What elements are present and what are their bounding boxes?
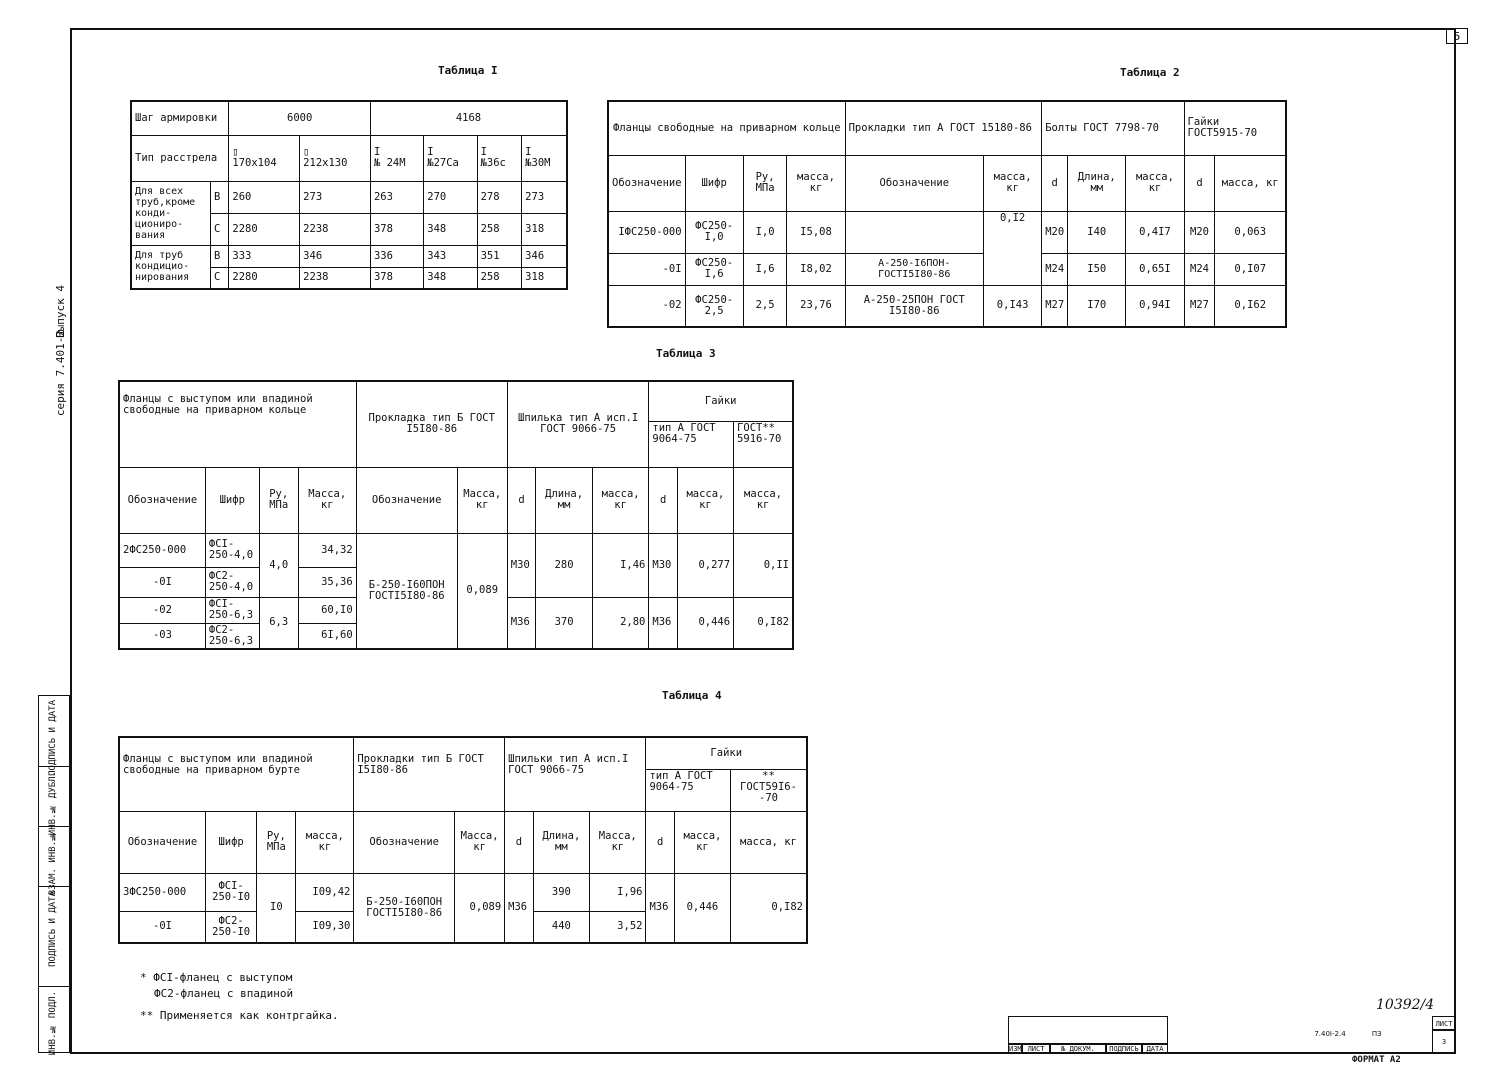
t2-bolts-head: Болты ГОСТ 7798-70 bbox=[1042, 101, 1184, 155]
t4-cell: I,96 bbox=[590, 873, 646, 911]
t1-row-key: C bbox=[211, 213, 229, 245]
t2-cell: М24 bbox=[1042, 253, 1068, 285]
t4-gasket-head: Прокладки тип Б ГОСТ I5I80-86 bbox=[354, 737, 505, 811]
t4-col-head: Шифр bbox=[206, 811, 257, 873]
t2-col-head: масса, кг bbox=[1126, 155, 1184, 211]
t1-row-key: C bbox=[211, 267, 229, 289]
t3-nutB-head: ГОСТ** 5916-70 bbox=[734, 421, 793, 467]
t3-cell: М36 bbox=[507, 597, 536, 649]
t1-cell: 346 bbox=[300, 245, 371, 267]
t3-cell: -02 bbox=[119, 597, 205, 623]
t2-cell: М27 bbox=[1042, 285, 1068, 327]
t2-cell: 0,I43 bbox=[984, 285, 1042, 327]
t2-cell: I50 bbox=[1068, 253, 1126, 285]
t2-cell: ФС250-I,6 bbox=[685, 253, 743, 285]
t4-cell: М36 bbox=[505, 873, 534, 943]
t4-col-head: масса, кг bbox=[296, 811, 354, 873]
t2-col-head: масса, кг bbox=[787, 155, 845, 211]
stamp-col: ПОДПИСЬ bbox=[1106, 1044, 1142, 1054]
t3-stud-head: Шпилька тип А исп.I ГОСТ 9066-75 bbox=[507, 381, 649, 467]
table4-title: Таблица 4 bbox=[662, 689, 722, 702]
t2-col-head: масса, кг bbox=[1215, 155, 1286, 211]
t3-col-head: масса, кг bbox=[592, 467, 649, 533]
t2-cell: М27 bbox=[1184, 285, 1215, 327]
t3-cell: 60,I0 bbox=[298, 597, 356, 623]
t3-cell: М30 bbox=[649, 533, 677, 597]
t4-col-head: d bbox=[505, 811, 534, 873]
t3-col-head: d bbox=[507, 467, 536, 533]
t4-cell: Б-250-I60ПОН ГОСТI5I80-86 bbox=[354, 873, 455, 943]
t3-cell: 6,3 bbox=[259, 597, 298, 649]
t1-row-key: B bbox=[211, 245, 229, 267]
t3-col-head: Масса, кг bbox=[298, 467, 356, 533]
t1-type: ▯ 170x104 bbox=[229, 135, 300, 181]
t1-cell: 278 bbox=[477, 181, 522, 213]
t4-cell: 0,089 bbox=[455, 873, 505, 943]
note: ** Применяется как контргайка. bbox=[140, 1009, 339, 1022]
t1-cell: 270 bbox=[424, 181, 477, 213]
t4-nutA-head: тип А ГОСТ 9064-75 bbox=[646, 769, 731, 811]
t2-cell: -02 bbox=[608, 285, 685, 327]
stamp-col: ЛИСТ bbox=[1022, 1044, 1050, 1054]
t3-col-head: Масса, кг bbox=[457, 467, 507, 533]
t1-step1: 6000 bbox=[229, 101, 371, 135]
t1-type: I №27Са bbox=[424, 135, 477, 181]
table2-title: Таблица 2 bbox=[1120, 66, 1180, 79]
t2-flanges-head: Фланцы свободные на приварном кольце bbox=[608, 101, 845, 155]
t2-col-head: Длина, мм bbox=[1068, 155, 1126, 211]
t3-col-head: d bbox=[649, 467, 677, 533]
t2-col-head: d bbox=[1042, 155, 1068, 211]
t4-col-head: Обозначение bbox=[119, 811, 206, 873]
t4-col-head: d bbox=[646, 811, 674, 873]
t4-cell: I09,30 bbox=[296, 911, 354, 943]
t3-nutA-head: тип А ГОСТ 9064-75 bbox=[649, 421, 734, 467]
t3-cell: 0,089 bbox=[457, 533, 507, 649]
t1-row-key: B bbox=[211, 181, 229, 213]
t2-col-head: Обозначение bbox=[608, 155, 685, 211]
t4-nutB-head: ** ГОСТ59I6- -70 bbox=[730, 769, 807, 811]
table2 bbox=[607, 100, 1287, 328]
stamp-col: № ДОКУМ. bbox=[1050, 1044, 1106, 1054]
t3-col-head: масса, кг bbox=[677, 467, 733, 533]
t3-cell: 34,32 bbox=[298, 533, 356, 567]
t4-cell: 440 bbox=[533, 911, 589, 943]
t2-cell: 0,4I7 bbox=[1126, 211, 1184, 253]
stamp-col: ДАТА bbox=[1142, 1044, 1168, 1054]
t1-cell: 2238 bbox=[300, 213, 371, 245]
t1-cell: 273 bbox=[522, 181, 567, 213]
t3-col-head: Длина, мм bbox=[536, 467, 593, 533]
table1-title: Таблица I bbox=[438, 64, 498, 77]
t1-cell: 318 bbox=[522, 267, 567, 289]
t1-cell: 258 bbox=[477, 267, 522, 289]
t4-col-head: Масса, кг bbox=[590, 811, 646, 873]
footnotes bbox=[140, 970, 339, 1024]
t2-cell: 2,5 bbox=[743, 285, 787, 327]
t4-cell: 3,52 bbox=[590, 911, 646, 943]
sheet-number: 3 bbox=[1432, 1030, 1456, 1054]
t3-nuts-head: Гайки bbox=[649, 381, 793, 421]
t1-type-head: Тип расстрела bbox=[131, 135, 229, 181]
t1-cell: 2238 bbox=[300, 267, 371, 289]
t1-type: I № 24М bbox=[370, 135, 423, 181]
doc-type: ПЗ bbox=[1371, 1030, 1382, 1038]
t3-cell: М30 bbox=[507, 533, 536, 597]
t4-col-head: Обозначение bbox=[354, 811, 455, 873]
t2-cell: А-250-25ПОН ГОСТ I5I80-86 bbox=[845, 285, 983, 327]
t4-col-head: Масса, кг bbox=[455, 811, 505, 873]
t2-col-head: Шифр bbox=[685, 155, 743, 211]
t3-cell: -0I bbox=[119, 567, 205, 597]
t3-cell: ФС2-250-6,3 bbox=[205, 623, 259, 649]
t3-cell: ФС2-250-4,0 bbox=[205, 567, 259, 597]
t1-group-label: Для всех труб,кроме конди-циониро-вания bbox=[131, 181, 211, 245]
t2-col-head: Ру, МПа bbox=[743, 155, 787, 211]
t1-cell: 260 bbox=[229, 181, 300, 213]
t3-cell: 2,80 bbox=[592, 597, 649, 649]
t2-nuts-head: Гайки ГОСТ5915-70 bbox=[1184, 101, 1286, 155]
t1-cell: 378 bbox=[370, 213, 423, 245]
t2-cell: 0,I2 bbox=[984, 211, 1042, 285]
t2-cell: I40 bbox=[1068, 211, 1126, 253]
t2-cell: М20 bbox=[1184, 211, 1215, 253]
t3-col-head: масса, кг bbox=[734, 467, 793, 533]
t3-col-head: Ру, МПа bbox=[259, 467, 298, 533]
t2-cell: ФС250-2,5 bbox=[685, 285, 743, 327]
t2-cell: 0,I07 bbox=[1215, 253, 1286, 285]
t4-cell: -0I bbox=[119, 911, 206, 943]
table3-title: Таблица 3 bbox=[656, 347, 716, 360]
t1-cell: 2280 bbox=[229, 213, 300, 245]
t2-cell: I70 bbox=[1068, 285, 1126, 327]
t1-cell: 258 bbox=[477, 213, 522, 245]
t3-gasket-head: Прокладка тип Б ГОСТ I5I80-86 bbox=[356, 381, 507, 467]
issue-label: Выпуск 4 bbox=[54, 285, 67, 338]
t4-flanges-head: Фланцы с выступом или впадиной свободные на приварном бурте bbox=[119, 737, 354, 811]
t1-cell: 273 bbox=[300, 181, 371, 213]
table4 bbox=[118, 736, 808, 944]
t1-type: ▯ 212x130 bbox=[300, 135, 371, 181]
side-cell: ИНВ.№ ПОДЛ. bbox=[48, 991, 58, 1056]
t3-cell: 0,II bbox=[734, 533, 793, 597]
t3-cell: 0,I82 bbox=[734, 597, 793, 649]
t1-cell: 343 bbox=[424, 245, 477, 267]
t2-cell: 0,94I bbox=[1126, 285, 1184, 327]
side-cell: ПОДПИСЬ И ДАТА bbox=[48, 891, 58, 967]
t1-cell: 378 bbox=[370, 267, 423, 289]
side-cell: ПОДПИСЬ И ДАТА bbox=[48, 700, 58, 776]
t2-cell: -0I bbox=[608, 253, 685, 285]
t2-cell: А-250-I6ПОН-ГОСТI5I80-86 bbox=[845, 253, 983, 285]
side-stamp bbox=[38, 695, 70, 1056]
t1-step-head: Шаг армировки bbox=[131, 101, 229, 135]
t4-cell: 0,I82 bbox=[730, 873, 807, 943]
t3-col-head: Обозначение bbox=[356, 467, 457, 533]
t4-col-head: масса, кг bbox=[730, 811, 807, 873]
t3-cell: 0,277 bbox=[677, 533, 733, 597]
t4-cell: ФСI-250-I0 bbox=[206, 873, 257, 911]
t3-col-head: Обозначение bbox=[119, 467, 205, 533]
t1-type: I №36с bbox=[477, 135, 522, 181]
t2-cell: I,6 bbox=[743, 253, 787, 285]
t3-cell: ФСI-250-6,3 bbox=[205, 597, 259, 623]
t1-cell: 333 bbox=[229, 245, 300, 267]
t1-group-label: Для труб кондицио-нирования bbox=[131, 245, 211, 289]
t3-cell: 0,446 bbox=[677, 597, 733, 649]
t4-col-head: масса, кг bbox=[674, 811, 730, 873]
t2-cell: М24 bbox=[1184, 253, 1215, 285]
side-cell: ВЗАМ. ИНВ.№ bbox=[48, 831, 58, 896]
t2-cell: 23,76 bbox=[787, 285, 845, 327]
t2-col-head: d bbox=[1184, 155, 1215, 211]
t2-col-head: Обозначение bbox=[845, 155, 983, 211]
sheet-label: ЛИСТ bbox=[1432, 1016, 1456, 1030]
t3-cell: ФСI-250-4,0 bbox=[205, 533, 259, 567]
t1-cell: 346 bbox=[522, 245, 567, 267]
note: * ФСI-фланец с выступом bbox=[140, 971, 293, 984]
t2-cell: IФС250-000 bbox=[608, 211, 685, 253]
t3-flanges-head: Фланцы с выступом или впадиной свободные на приварном кольце bbox=[119, 381, 356, 467]
t2-cell: I,0 bbox=[743, 211, 787, 253]
doc-code: 7.40I-2.4 bbox=[1314, 1030, 1346, 1038]
t4-col-head: Длина, мм bbox=[533, 811, 589, 873]
t1-cell: 348 bbox=[424, 213, 477, 245]
t3-cell: 35,36 bbox=[298, 567, 356, 597]
side-cell: ИНВ.№ ДУБЛ. bbox=[48, 771, 58, 836]
table3 bbox=[118, 380, 794, 650]
t3-col-head: Шифр bbox=[205, 467, 259, 533]
table1 bbox=[130, 100, 568, 290]
t2-col-head: масса, кг bbox=[984, 155, 1042, 211]
t1-cell: 263 bbox=[370, 181, 423, 213]
t2-cell: 0,I62 bbox=[1215, 285, 1286, 327]
t3-cell: -03 bbox=[119, 623, 205, 649]
t2-cell: I8,02 bbox=[787, 253, 845, 285]
t2-cell: I5,08 bbox=[787, 211, 845, 253]
t3-cell: 370 bbox=[536, 597, 593, 649]
t3-cell: 280 bbox=[536, 533, 593, 597]
t3-cell: Б-250-I60ПОН ГОСТI5I80-86 bbox=[356, 533, 457, 649]
corner-sheet-number: 5 bbox=[1446, 28, 1468, 44]
t4-cell: 0,446 bbox=[674, 873, 730, 943]
t1-cell: 336 bbox=[370, 245, 423, 267]
t4-cell: 390 bbox=[533, 873, 589, 911]
t4-col-head: Ру, МПа bbox=[257, 811, 296, 873]
t1-cell: 2280 bbox=[229, 267, 300, 289]
t4-nuts-head: Гайки bbox=[646, 737, 807, 769]
t1-step2: 4168 bbox=[370, 101, 567, 135]
t3-cell: 6I,60 bbox=[298, 623, 356, 649]
t2-cell bbox=[845, 211, 983, 253]
format-label: ФОРМАТ А2 bbox=[1352, 1055, 1401, 1065]
t1-cell: 318 bbox=[522, 213, 567, 245]
t2-gasket-head: Прокладки тип А ГОСТ 15180-86 bbox=[845, 101, 1042, 155]
t1-cell: 351 bbox=[477, 245, 522, 267]
inventory-number: 10392/4 bbox=[1376, 997, 1435, 1013]
t2-cell: ФС250-I,0 bbox=[685, 211, 743, 253]
t4-cell: ФС2-250-I0 bbox=[206, 911, 257, 943]
t2-cell: 0,65I bbox=[1126, 253, 1184, 285]
t2-cell: М20 bbox=[1042, 211, 1068, 253]
t3-cell: 2ФС250-000 bbox=[119, 533, 205, 567]
t4-cell: М36 bbox=[646, 873, 674, 943]
t1-cell: 348 bbox=[424, 267, 477, 289]
t4-stud-head: Шпильки тип А исп.I ГОСТ 9066-75 bbox=[505, 737, 646, 811]
t4-cell: 3ФС250-000 bbox=[119, 873, 206, 911]
series-label: серия 7.401-2 bbox=[54, 330, 67, 417]
t3-cell: 4,0 bbox=[259, 533, 298, 597]
note: ФС2-фланец с впадиной bbox=[154, 987, 294, 1000]
t4-cell: I09,42 bbox=[296, 873, 354, 911]
title-block bbox=[1008, 1016, 1456, 1054]
stamp-col: ИЗМ bbox=[1009, 1045, 1022, 1053]
t1-type: I №30М bbox=[522, 135, 567, 181]
t2-cell: 0,063 bbox=[1215, 211, 1286, 253]
t4-cell: I0 bbox=[257, 873, 296, 943]
t3-cell: М36 bbox=[649, 597, 677, 649]
t3-cell: I,46 bbox=[592, 533, 649, 597]
